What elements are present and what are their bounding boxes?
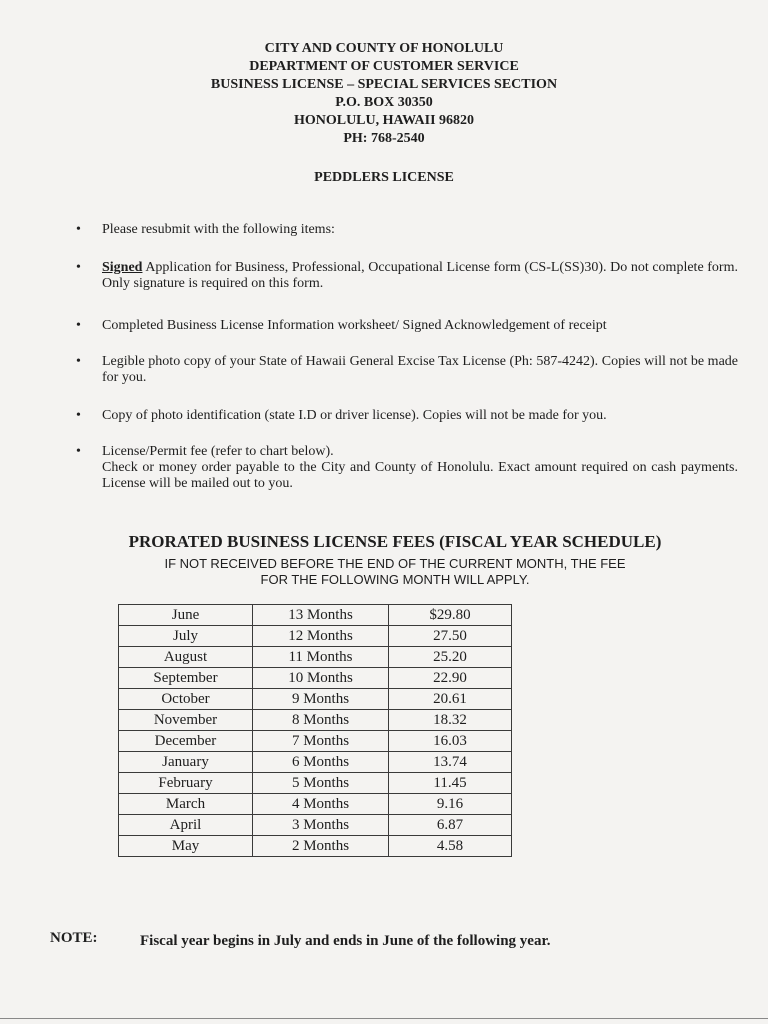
duration-cell: 3 Months [253, 815, 389, 836]
month-cell: March [119, 794, 253, 815]
list-item-text: Application for Business, Professional, Occupational License form (CS-L(SS)30). Do not complete form. Only signature is required on this form. [102, 260, 738, 291]
table-row [119, 773, 512, 794]
header-line: CITY AND COUNTY OF HONOLULU [264, 41, 504, 56]
bullet-dot-icon: • [76, 222, 81, 237]
header-line: DEPARTMENT OF CUSTOMER SERVICE [249, 59, 519, 74]
duration-cell: 4 Months [253, 794, 389, 815]
list-item [76, 408, 738, 424]
duration-cell: 5 Months [253, 773, 389, 794]
header-line: PH: 768-2540 [343, 131, 425, 146]
fee-cell: 27.50 [389, 626, 512, 647]
table-row [119, 836, 512, 857]
list-item [76, 354, 738, 386]
month-cell: May [119, 836, 253, 857]
document-title: PEDDLERS LICENSE [314, 170, 454, 185]
table-row [119, 815, 512, 836]
list-item [76, 222, 738, 238]
fee-cell: 13.74 [389, 752, 512, 773]
month-cell: December [119, 731, 253, 752]
letterhead [0, 40, 768, 148]
month-cell: August [119, 647, 253, 668]
fee-cell: $29.80 [389, 605, 512, 626]
table-row [119, 605, 512, 626]
fee-cell: 11.45 [389, 773, 512, 794]
fee-cell: 25.20 [389, 647, 512, 668]
note-label: NOTE: [50, 930, 98, 946]
duration-cell: 6 Months [253, 752, 389, 773]
fee-schedule-table [118, 604, 512, 857]
table-row [119, 689, 512, 710]
fees-title: PRORATED BUSINESS LICENSE FEES (FISCAL YEAR SCHEDULE) [128, 532, 662, 551]
table-row [119, 794, 512, 815]
month-cell: April [119, 815, 253, 836]
list-item [76, 444, 738, 492]
header-line: P.O. BOX 30350 [335, 95, 433, 110]
bullet-dot-icon: • [76, 408, 81, 423]
duration-cell: 2 Months [253, 836, 389, 857]
fees-subtitle: IF NOT RECEIVED BEFORE THE END OF THE CURRENT MONTH, THE FEE [164, 556, 626, 571]
duration-cell: 13 Months [253, 605, 389, 626]
list-item [76, 318, 738, 334]
bullet-dot-icon: • [76, 354, 81, 369]
list-item-text: License/Permit fee (refer to chart below). [102, 444, 334, 459]
note-text: Fiscal year begins in July and ends in June of the following year. [140, 933, 551, 949]
month-cell: October [119, 689, 253, 710]
duration-cell: 12 Months [253, 626, 389, 647]
fees-subtitle: FOR THE FOLLOWING MONTH WILL APPLY. [260, 572, 530, 587]
fee-cell: 22.90 [389, 668, 512, 689]
bullet-dot-icon: • [76, 318, 81, 333]
bullet-dot-icon: • [76, 444, 81, 459]
fee-cell: 9.16 [389, 794, 512, 815]
duration-cell: 8 Months [253, 710, 389, 731]
page-bottom-rule [0, 1018, 768, 1019]
fee-cell: 6.87 [389, 815, 512, 836]
duration-cell: 11 Months [253, 647, 389, 668]
duration-cell: 7 Months [253, 731, 389, 752]
table-row [119, 710, 512, 731]
list-item [76, 260, 738, 292]
fee-cell: 18.32 [389, 710, 512, 731]
fee-cell: 16.03 [389, 731, 512, 752]
duration-cell: 10 Months [253, 668, 389, 689]
month-cell: February [119, 773, 253, 794]
month-cell: June [119, 605, 253, 626]
signed-emphasis: Signed [102, 260, 143, 275]
month-cell: September [119, 668, 253, 689]
duration-cell: 9 Months [253, 689, 389, 710]
bullet-dot-icon: • [76, 260, 81, 275]
month-cell: July [119, 626, 253, 647]
header-line: HONOLULU, HAWAII 96820 [293, 113, 475, 128]
table-row [119, 752, 512, 773]
month-cell: November [119, 710, 253, 731]
header-line: BUSINESS LICENSE – SPECIAL SERVICES SECTION [210, 77, 558, 92]
table-row [119, 647, 512, 668]
month-cell: January [119, 752, 253, 773]
list-item-text: Please resubmit with the following items: [102, 222, 335, 237]
list-item-text: Completed Business License Information worksheet/ Signed Acknowledgement of receipt [102, 318, 607, 333]
list-item-text: Copy of photo identification (state I.D or driver license). Copies will not be made for you. [102, 408, 607, 423]
fee-cell: 20.61 [389, 689, 512, 710]
table-row [119, 731, 512, 752]
table-row [119, 626, 512, 647]
table-row [119, 668, 512, 689]
list-item-text: Check or money order payable to the City and County of Honolulu. Exact amount required on cash payments. License will be mailed out to you. [102, 460, 738, 491]
list-item-text: Legible photo copy of your State of Hawaii General Excise Tax License (Ph: 587-4242). Copies will not be made for you. [102, 354, 738, 385]
fee-cell: 4.58 [389, 836, 512, 857]
